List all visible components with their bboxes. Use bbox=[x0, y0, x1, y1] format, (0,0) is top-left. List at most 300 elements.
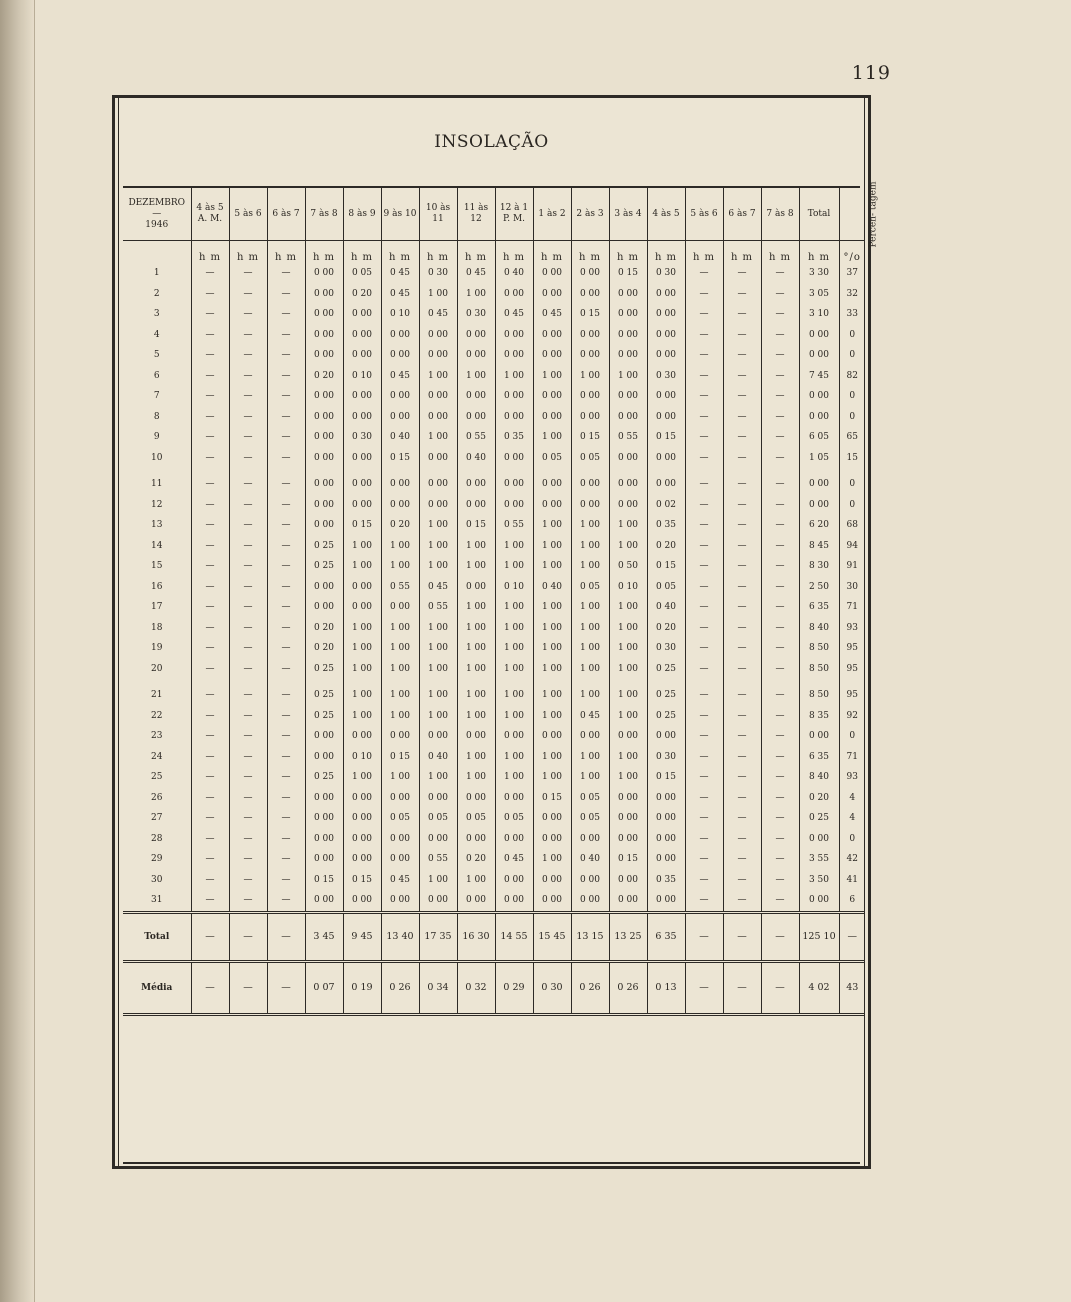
table-cell: h m bbox=[799, 241, 839, 264]
table-cell: 0 00 bbox=[647, 304, 685, 325]
table-cell: 0 15 bbox=[571, 427, 609, 448]
table-cell: h m bbox=[609, 241, 647, 264]
table-cell: — bbox=[191, 829, 229, 850]
table-cell: 91 bbox=[846, 561, 858, 572]
table-cell: 6 bbox=[849, 895, 856, 906]
table-cell: 0 00 bbox=[609, 284, 647, 305]
table-cell: 0 00 bbox=[457, 407, 495, 428]
table-cell: 1 00 bbox=[343, 638, 381, 659]
table-cell: — bbox=[229, 659, 267, 680]
table-cell: 0 30 bbox=[419, 263, 457, 284]
table-cell: — bbox=[267, 747, 305, 768]
table-cell: 0 10 bbox=[343, 747, 381, 768]
table-cell: 3 50 bbox=[799, 870, 839, 891]
table-cell: 0 00 bbox=[799, 386, 839, 407]
table-cell: 1 00 bbox=[571, 659, 609, 680]
table-cell: — bbox=[723, 263, 761, 284]
table-cell: — bbox=[191, 890, 229, 912]
table-cell: 0 00 bbox=[571, 407, 609, 428]
table-cell: 1 00 bbox=[381, 685, 419, 706]
table-cell: — bbox=[685, 536, 723, 557]
table-cell: 0 00 bbox=[457, 495, 495, 516]
table-cell: 0 15 bbox=[647, 427, 685, 448]
table-cell: 1 00 bbox=[609, 767, 647, 788]
table-cell: — bbox=[191, 618, 229, 639]
table-cell: — bbox=[685, 706, 723, 727]
table-cell: — bbox=[761, 961, 799, 1014]
table-row bbox=[123, 386, 865, 407]
table-cell: 0 10 bbox=[343, 366, 381, 387]
table-row bbox=[123, 407, 865, 428]
table-cell: 2 50 bbox=[799, 577, 839, 598]
table-cell: 0 05 bbox=[343, 263, 381, 284]
table-cell: 0 00 bbox=[647, 448, 685, 469]
table-cell: 30 bbox=[846, 581, 858, 592]
table-cell: 1 00 bbox=[419, 515, 457, 536]
table-cell: 1 00 bbox=[609, 618, 647, 639]
table-cell: 0 00 bbox=[533, 284, 571, 305]
table-cell: 0 00 bbox=[305, 284, 343, 305]
table-cell: — bbox=[761, 474, 799, 495]
table-cell: 3 30 bbox=[799, 263, 839, 284]
table-cell: — bbox=[229, 870, 267, 891]
table-cell: 0 55 bbox=[495, 515, 533, 536]
table-cell: — bbox=[723, 788, 761, 809]
table-cell: 1 00 bbox=[457, 767, 495, 788]
table-cell: 0 00 bbox=[647, 726, 685, 747]
table-cell: 0 00 bbox=[343, 448, 381, 469]
table-cell: 0 15 bbox=[571, 304, 609, 325]
table-cell: 0 00 bbox=[799, 325, 839, 346]
table-row bbox=[123, 618, 865, 639]
table-cell: — bbox=[761, 515, 799, 536]
table-cell: — bbox=[229, 726, 267, 747]
table-cell: 0 00 bbox=[305, 427, 343, 448]
table-cell: 92 bbox=[846, 710, 858, 721]
table-cell: 0 50 bbox=[609, 556, 647, 577]
table-cell: — bbox=[685, 386, 723, 407]
row-label: 19 bbox=[123, 638, 191, 659]
table-cell: 0 00 bbox=[609, 808, 647, 829]
table-cell: 1 00 bbox=[609, 706, 647, 727]
table-cell: 0 45 bbox=[381, 870, 419, 891]
table-cell: — bbox=[267, 263, 305, 284]
table-cell: — bbox=[723, 495, 761, 516]
table-cell: h m bbox=[457, 241, 495, 264]
column-header-3: 6 às 7 bbox=[267, 188, 305, 241]
table-cell: — bbox=[685, 849, 723, 870]
table-row bbox=[123, 427, 865, 448]
table-cell: 3 05 bbox=[799, 284, 839, 305]
table-cell: — bbox=[229, 890, 267, 912]
table-cell: 14 55 bbox=[495, 912, 533, 961]
table-cell: 0 10 bbox=[609, 577, 647, 598]
table-cell: — bbox=[761, 912, 799, 961]
table-cell: — bbox=[267, 448, 305, 469]
table-cell: 1 00 bbox=[381, 618, 419, 639]
table-cell: 1 00 bbox=[457, 556, 495, 577]
table-cell: 0 25 bbox=[647, 706, 685, 727]
table-cell: 32 bbox=[846, 288, 858, 299]
page-title: INSOLAÇÃO bbox=[434, 132, 549, 152]
table-cell: 0 05 bbox=[647, 577, 685, 598]
table-cell: 0 26 bbox=[571, 961, 609, 1014]
table-cell: 0 32 bbox=[457, 961, 495, 1014]
table-cell: 0 00 bbox=[571, 495, 609, 516]
table-cell: — bbox=[267, 304, 305, 325]
table-cell: — bbox=[229, 685, 267, 706]
table-cell: 0 00 bbox=[609, 407, 647, 428]
table-cell: 0 00 bbox=[305, 407, 343, 428]
table-cell: 0 00 bbox=[343, 849, 381, 870]
row-label: 10 bbox=[123, 448, 191, 469]
table-cell: 0 00 bbox=[495, 325, 533, 346]
table-cell: 0 00 bbox=[533, 345, 571, 366]
table-cell: 0 00 bbox=[343, 808, 381, 829]
table-cell: h m bbox=[381, 241, 419, 264]
table-cell: 0 15 bbox=[343, 515, 381, 536]
table-cell: — bbox=[229, 427, 267, 448]
table-cell: — bbox=[685, 263, 723, 284]
table-cell: — bbox=[723, 577, 761, 598]
table-cell: — bbox=[761, 304, 799, 325]
table-cell: 0 20 bbox=[305, 366, 343, 387]
table-row bbox=[123, 345, 865, 366]
table-cell: 4 02 bbox=[799, 961, 839, 1014]
table-cell: 8 35 bbox=[799, 706, 839, 727]
table-cell: 0 00 bbox=[533, 808, 571, 829]
table-cell: 0 00 bbox=[533, 325, 571, 346]
table-cell: 1 00 bbox=[419, 685, 457, 706]
table-cell: 1 00 bbox=[495, 638, 533, 659]
table-cell: 0 00 bbox=[419, 407, 457, 428]
table-cell: 8 45 bbox=[799, 536, 839, 557]
table-cell: 0 00 bbox=[647, 325, 685, 346]
table-cell: — bbox=[229, 325, 267, 346]
table-cell: 0 40 bbox=[419, 747, 457, 768]
table-cell: 17 35 bbox=[419, 912, 457, 961]
table-cell: 0 55 bbox=[381, 577, 419, 598]
table-row bbox=[123, 726, 865, 747]
table-cell: 93 bbox=[846, 622, 858, 633]
table-cell: 1 00 bbox=[533, 659, 571, 680]
table-cell: — bbox=[685, 284, 723, 305]
table-cell: — bbox=[267, 556, 305, 577]
column-header-5: 8 às 9 bbox=[343, 188, 381, 241]
row-label bbox=[123, 241, 191, 264]
table-row bbox=[123, 685, 865, 706]
table-cell: 0 00 bbox=[799, 495, 839, 516]
table-cell: 0 00 bbox=[533, 726, 571, 747]
table-cell: 0 00 bbox=[343, 890, 381, 912]
row-label: 23 bbox=[123, 726, 191, 747]
table-cell: 0 00 bbox=[799, 726, 839, 747]
table-cell: 8 40 bbox=[799, 767, 839, 788]
table-cell: 1 00 bbox=[457, 638, 495, 659]
table-cell: 0 35 bbox=[647, 515, 685, 536]
table-row bbox=[123, 849, 865, 870]
table-cell: 1 00 bbox=[381, 706, 419, 727]
table-cell: 1 00 bbox=[343, 659, 381, 680]
table-cell: 1 00 bbox=[571, 638, 609, 659]
table-row bbox=[123, 890, 865, 912]
table-cell: 0 07 bbox=[305, 961, 343, 1014]
table-row bbox=[123, 448, 865, 469]
table-cell: 94 bbox=[846, 540, 858, 551]
table-cell: — bbox=[761, 849, 799, 870]
table-cell: 71 bbox=[846, 602, 858, 613]
table-cell: — bbox=[761, 618, 799, 639]
table-cell: — bbox=[761, 495, 799, 516]
table-cell: 15 bbox=[846, 452, 858, 463]
table-cell: 0 05 bbox=[419, 808, 457, 829]
table-cell: 0 00 bbox=[647, 407, 685, 428]
table-cell: — bbox=[723, 638, 761, 659]
table-cell: — bbox=[761, 325, 799, 346]
table-cell: 95 bbox=[846, 663, 858, 674]
table-cell: 1 00 bbox=[343, 767, 381, 788]
table-cell: 0 00 bbox=[571, 345, 609, 366]
row-label: 17 bbox=[123, 597, 191, 618]
table-cell: 0 00 bbox=[419, 325, 457, 346]
table-cell: 0 25 bbox=[305, 685, 343, 706]
table-row bbox=[123, 515, 865, 536]
table-cell: 0 20 bbox=[799, 788, 839, 809]
table-cell: 0 05 bbox=[381, 808, 419, 829]
insolation-table-box bbox=[123, 181, 878, 1164]
table-cell: — bbox=[685, 366, 723, 387]
table-cell: — bbox=[191, 726, 229, 747]
table-cell: h m bbox=[495, 241, 533, 264]
table-cell: 0 00 bbox=[533, 407, 571, 428]
table-cell: — bbox=[723, 427, 761, 448]
table-cell: — bbox=[191, 659, 229, 680]
table-row bbox=[123, 474, 865, 495]
row-label: 30 bbox=[123, 870, 191, 891]
month-header: DEZEMBRO — 1946 bbox=[123, 188, 191, 241]
table-cell: 0 00 bbox=[495, 726, 533, 747]
table-cell: 0 00 bbox=[571, 325, 609, 346]
table-cell: 1 00 bbox=[533, 767, 571, 788]
table-row bbox=[123, 829, 865, 850]
table-cell: 0 00 bbox=[305, 726, 343, 747]
table-cell: 0 40 bbox=[457, 448, 495, 469]
table-cell: 0 26 bbox=[381, 961, 419, 1014]
table-cell: — bbox=[229, 536, 267, 557]
table-cell: 0 15 bbox=[457, 515, 495, 536]
table-cell: 0 05 bbox=[457, 808, 495, 829]
table-cell: 0 00 bbox=[457, 345, 495, 366]
table-cell: — bbox=[685, 448, 723, 469]
table-cell: 0 bbox=[849, 499, 856, 510]
table-cell: 0 00 bbox=[419, 726, 457, 747]
table-cell: 1 00 bbox=[571, 556, 609, 577]
table-cell: h m bbox=[723, 241, 761, 264]
table-cell: 0 05 bbox=[495, 808, 533, 829]
table-cell: 1 00 bbox=[495, 747, 533, 768]
table-cell: 0 00 bbox=[495, 870, 533, 891]
table-row bbox=[123, 788, 865, 809]
table-cell: 1 00 bbox=[571, 618, 609, 639]
table-cell: — bbox=[685, 495, 723, 516]
table-cell: — bbox=[191, 849, 229, 870]
table-cell: 0 00 bbox=[381, 407, 419, 428]
table-cell: 0 00 bbox=[571, 386, 609, 407]
table-cell: 0 15 bbox=[343, 870, 381, 891]
table-cell: 7 45 bbox=[799, 366, 839, 387]
table-cell: h m bbox=[533, 241, 571, 264]
table-cell: 0 20 bbox=[305, 618, 343, 639]
table-cell: 0 10 bbox=[495, 577, 533, 598]
table-cell: 0 00 bbox=[419, 495, 457, 516]
table-cell: 0 00 bbox=[305, 495, 343, 516]
table-cell: 0 00 bbox=[419, 829, 457, 850]
table-cell: 0 00 bbox=[571, 474, 609, 495]
table-cell: 15 45 bbox=[533, 912, 571, 961]
table-cell: 0 00 bbox=[799, 407, 839, 428]
table-cell: 0 30 bbox=[343, 427, 381, 448]
column-header-9: 12 à 1 P. M. bbox=[495, 188, 533, 241]
table-cell: h m bbox=[647, 241, 685, 264]
table-cell: 1 00 bbox=[533, 706, 571, 727]
row-label: 11 bbox=[123, 474, 191, 495]
table-cell: 0 25 bbox=[647, 659, 685, 680]
table-row bbox=[123, 284, 865, 305]
table-cell: — bbox=[191, 345, 229, 366]
table-cell: 0 00 bbox=[533, 263, 571, 284]
table-cell: — bbox=[191, 597, 229, 618]
table-cell: — bbox=[685, 685, 723, 706]
table-cell: — bbox=[267, 706, 305, 727]
table-cell: 0 00 bbox=[381, 495, 419, 516]
table-cell: — bbox=[229, 366, 267, 387]
table-cell: 0 00 bbox=[799, 829, 839, 850]
table-cell: 0 00 bbox=[647, 849, 685, 870]
table-cell: 1 00 bbox=[419, 284, 457, 305]
table-cell: 1 00 bbox=[533, 685, 571, 706]
table-cell: — bbox=[267, 912, 305, 961]
table-cell: 0 45 bbox=[495, 849, 533, 870]
table-cell: 8 40 bbox=[799, 618, 839, 639]
table-cell: 1 00 bbox=[381, 638, 419, 659]
table-cell: — bbox=[723, 659, 761, 680]
table-cell: 0 00 bbox=[381, 325, 419, 346]
table-cell: — bbox=[723, 870, 761, 891]
table-cell: 1 00 bbox=[457, 747, 495, 768]
table-cell: 0 00 bbox=[799, 890, 839, 912]
column-header-13: 4 às 5 bbox=[647, 188, 685, 241]
table-cell: — bbox=[267, 366, 305, 387]
table-cell: — bbox=[723, 912, 761, 961]
table-cell: 1 00 bbox=[571, 747, 609, 768]
table-cell: 1 00 bbox=[495, 366, 533, 387]
table-cell: 1 00 bbox=[609, 536, 647, 557]
table-cell: h m bbox=[685, 241, 723, 264]
table-cell: 0 25 bbox=[305, 659, 343, 680]
row-label: 29 bbox=[123, 849, 191, 870]
table-cell: 1 00 bbox=[571, 767, 609, 788]
row-label: 15 bbox=[123, 556, 191, 577]
table-cell: — bbox=[191, 263, 229, 284]
table-cell: 0 25 bbox=[305, 536, 343, 557]
table-cell: — bbox=[723, 726, 761, 747]
column-header-7: 10 às 11 bbox=[419, 188, 457, 241]
table-cell: 0 00 bbox=[343, 726, 381, 747]
table-cell: 6 35 bbox=[799, 597, 839, 618]
table-cell: — bbox=[191, 284, 229, 305]
table-cell: 0 00 bbox=[305, 577, 343, 598]
table-cell: 0 45 bbox=[419, 304, 457, 325]
table-cell: — bbox=[267, 638, 305, 659]
table-cell: 0 00 bbox=[305, 325, 343, 346]
table-cell: 0 26 bbox=[609, 961, 647, 1014]
table-cell: h m bbox=[267, 241, 305, 264]
table-cell: 0 20 bbox=[305, 638, 343, 659]
table-cell: — bbox=[191, 577, 229, 598]
row-label: 18 bbox=[123, 618, 191, 639]
table-cell: 0 00 bbox=[381, 890, 419, 912]
table-cell: 1 00 bbox=[381, 659, 419, 680]
table-cell: — bbox=[229, 829, 267, 850]
table-cell: 1 00 bbox=[457, 366, 495, 387]
table-row bbox=[123, 747, 865, 768]
table-cell: — bbox=[723, 849, 761, 870]
table-cell: 3 55 bbox=[799, 849, 839, 870]
column-header-17: Total bbox=[799, 188, 839, 241]
table-cell: — bbox=[685, 890, 723, 912]
table-cell: 1 00 bbox=[533, 515, 571, 536]
table-cell: — bbox=[685, 659, 723, 680]
table-cell: 0 bbox=[849, 479, 856, 490]
table-cell: 95 bbox=[846, 690, 858, 701]
table-cell: 0 15 bbox=[381, 448, 419, 469]
table-cell: — bbox=[267, 767, 305, 788]
table-cell: — bbox=[723, 706, 761, 727]
table-cell: 0 00 bbox=[381, 829, 419, 850]
table-cell: 0 10 bbox=[381, 304, 419, 325]
table-cell: 0 00 bbox=[305, 386, 343, 407]
table-cell: 0 15 bbox=[533, 788, 571, 809]
table-cell: — bbox=[229, 515, 267, 536]
table-cell: 1 00 bbox=[495, 597, 533, 618]
table-cell: 0 00 bbox=[457, 788, 495, 809]
table-cell: 0 00 bbox=[799, 474, 839, 495]
table-cell: — bbox=[267, 961, 305, 1014]
table-cell: — bbox=[685, 912, 723, 961]
table-cell: — bbox=[191, 747, 229, 768]
table-cell: — bbox=[685, 407, 723, 428]
table-cell: — bbox=[685, 829, 723, 850]
table-cell: 0 00 bbox=[571, 284, 609, 305]
table-cell: — bbox=[685, 597, 723, 618]
table-cell: 0 00 bbox=[571, 890, 609, 912]
table-cell: 0 05 bbox=[571, 577, 609, 598]
table-cell: 8 50 bbox=[799, 685, 839, 706]
table-cell: — bbox=[761, 890, 799, 912]
table-cell: 1 00 bbox=[419, 536, 457, 557]
table-cell: — bbox=[723, 618, 761, 639]
table-cell: 0 02 bbox=[647, 495, 685, 516]
row-label: 28 bbox=[123, 829, 191, 850]
table-cell: 1 00 bbox=[571, 685, 609, 706]
table-cell: — bbox=[191, 325, 229, 346]
table-cell: 8 50 bbox=[799, 659, 839, 680]
table-cell: — bbox=[191, 386, 229, 407]
table-cell: 0 45 bbox=[533, 304, 571, 325]
table-cell: 1 00 bbox=[495, 706, 533, 727]
table-cell: 0 00 bbox=[495, 345, 533, 366]
table-cell: — bbox=[761, 638, 799, 659]
